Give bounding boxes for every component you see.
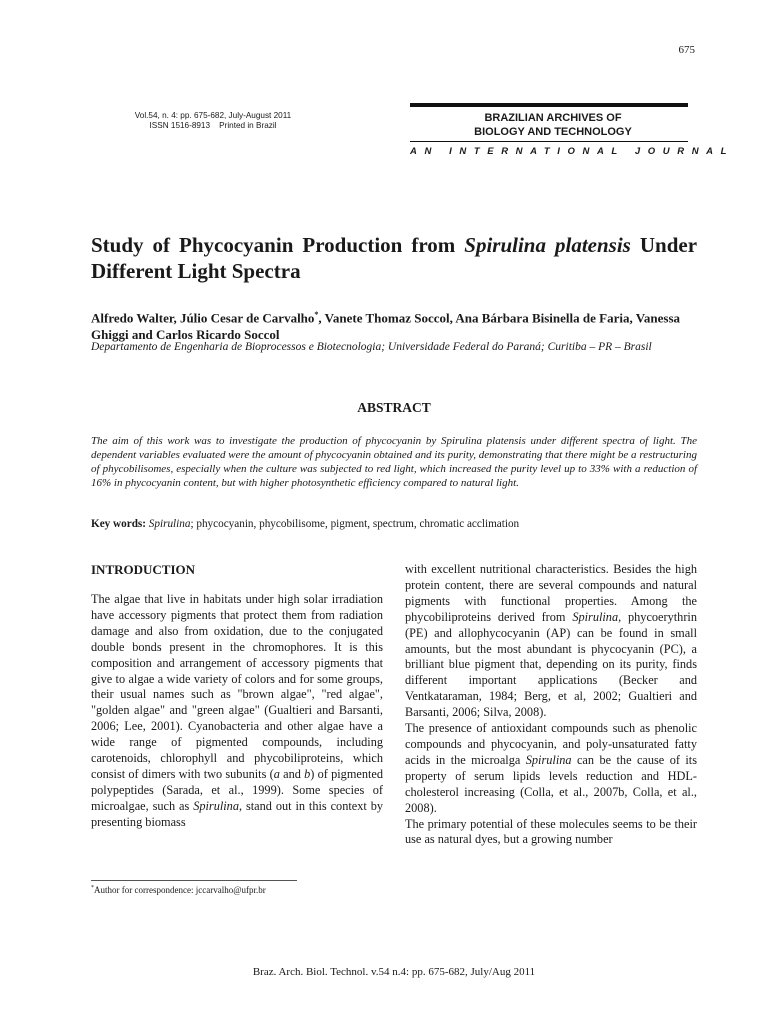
intro-paragraph-1 xyxy=(91,592,383,831)
introduction-heading: INTRODUCTION xyxy=(91,562,196,577)
journal-bottom-rule xyxy=(410,141,688,142)
volume-line: Vol.54, n. 4: pp. 675-682, July-August 2011 xyxy=(134,111,292,120)
keywords-rest: ; phycocyanin, phycobilisome, pigment, spectrum, chromatic acclimation xyxy=(190,518,520,530)
issn-line: ISSN 1516-8913 Printed in Brazil xyxy=(149,121,277,130)
journal-name-line-1: BRAZILIAN ARCHIVES OF xyxy=(484,112,622,124)
right-column xyxy=(405,562,697,848)
paper-title xyxy=(91,232,697,284)
title-species: Spirulina platensis xyxy=(464,233,631,257)
abstract-text: The aim of this work was to investigate the production of phycocyanin by Spirulina platensis under different spectra of light. The dependent variables evaluated were the amount of phycocyanin obtained and its purity, demonstrating that there might be a restructuring of phycobilisomes, especially when the culture was subjected to red light, which increased the purity level up to 33% with a reduction of 16% in phycocyanin content, but with higher photosynthetic efficiency compared to natural light. xyxy=(91,435,697,489)
intro-p1-cont: ) of pigmented polypeptides (Sarada, et al., 1999). Some species of microalgae, such as xyxy=(91,766,384,813)
journal-name xyxy=(410,111,696,139)
journal-name-line-2: BIOLOGY AND TECHNOLOGY xyxy=(474,126,632,138)
intro-p1b-text: with excellent nutritional characteristics. Besides the high protein content, there are several compounds and natural pigments with functional properties. Among the phycobiliproteins derived from xyxy=(405,562,697,624)
keywords xyxy=(91,517,697,531)
intro-p2-text: The presence of antioxidant compounds such as phenolic compounds and phycocyanin, and poly-unsaturated fatty acids in the microalga xyxy=(405,721,697,767)
author-list xyxy=(91,306,697,343)
volume-info xyxy=(120,111,306,131)
running-footer: Braz. Arch. Biol. Technol. v.54 n.4: pp. 675-682, July/Aug 2011 xyxy=(252,966,536,978)
species-name: Spirulina xyxy=(193,798,239,813)
intro-p1b-tail: , phycoerythrin (PE) and allophycocyanin (AP) can be found in small amounts, but the most abundant is phycocyanin (PC), a brilliant blue pigment that, depending on its purity, finds different important applications (Becker and Ventkataraman, 1984; Berg, et al, 2002; Gualtieri and Barsanti, 2006; Silva, 2008). xyxy=(405,609,697,720)
intro-p2-tail: can be the cause of its property of serum lipids levels reduction and HDL-cholesterol increasing (Colla, et al., 2007b, Colla, et al., 2008). xyxy=(405,752,697,815)
affiliation: Departamento de Engenharia de Bioprocessos e Biotecnologia; Universidade Federal do Paraná; Curitiba – PR – Brasil xyxy=(91,341,652,353)
intro-paragraph-1-cont xyxy=(405,562,697,721)
intro-p1-and: and xyxy=(279,766,305,781)
journal-tagline: AN INTERNATIONAL JOURNAL xyxy=(410,146,735,157)
intro-p1-tail: , stand out in this context by presenting biomass xyxy=(91,798,383,829)
authors-before-mark: Alfredo Walter, Júlio Cesar de Carvalho xyxy=(91,310,315,326)
species-name: Spirulina xyxy=(572,609,619,624)
corresponding-author-mark: * xyxy=(314,310,319,319)
footnote-rule xyxy=(91,880,297,881)
footnote xyxy=(91,883,391,896)
footnote-mark: * xyxy=(91,885,94,891)
journal-top-rule xyxy=(410,103,688,107)
page-number: 675 xyxy=(678,44,695,56)
intro-p1-text: The algae that live in habitats under high solar irradiation have accessory pigments that protect them from radiation damage and also from oxidation, due to the conjugated double bonds present in the chromophores. It is this composition and arrangement of accessory pigments that give to algae a wide variety of colors and for some groups, their usual names such as "brown algae", "red algae", "golden algae" and "green algae" (Gualtieri and Barsanti, 2006; Lee, 2001). Cyanobacteria and other algae have a wide range of pigmented compounds, including carotenoids, chlorophyll and phycobiliproteins, which consist of dimers with two subunits ( xyxy=(91,592,383,781)
authors-after-mark: , Vanete Thomaz Soccol, Ana Bárbara Bisinella de Faria, Vanessa Ghiggi and Carlos Ricardo Soccol xyxy=(91,310,681,343)
subunit-b: b xyxy=(304,766,311,781)
left-column xyxy=(91,562,383,831)
species-name: Spirulina xyxy=(525,752,572,767)
title-part-2: Under Different Light Spectra xyxy=(91,233,698,283)
keywords-label: Key words: xyxy=(91,518,146,530)
intro-paragraph-3: The primary potential of these molecules seems to be their use as natural dyes, but a growing number xyxy=(405,816,697,847)
keyword-spirulina: Spirulina xyxy=(148,518,191,530)
intro-paragraph-2 xyxy=(405,721,697,816)
footnote-text: Author for correspondence: jccarvalho@ufpr.br xyxy=(94,885,266,895)
abstract-heading: ABSTRACT xyxy=(357,400,431,415)
title-part-1: Study of Phycocyanin Production from xyxy=(91,233,465,257)
subunit-a: a xyxy=(273,766,280,781)
